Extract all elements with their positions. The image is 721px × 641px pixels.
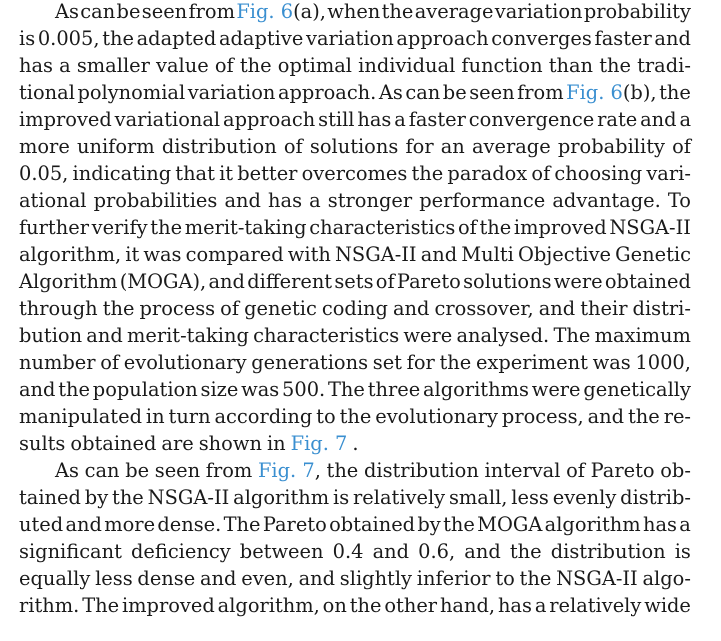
- word: evolutionary: [123, 351, 247, 374]
- word: overcomes: [301, 162, 408, 185]
- word: merit-taking: [126, 324, 249, 347]
- word: vari-: [646, 162, 691, 185]
- word: Algorithm: [19, 270, 118, 293]
- word: maximum: [594, 324, 691, 347]
- word: convergence: [468, 108, 595, 131]
- word: and: [587, 405, 625, 428]
- word: be: [125, 459, 150, 482]
- word: according: [214, 405, 313, 428]
- word: shown: [198, 432, 262, 455]
- word: generations: [251, 351, 369, 374]
- word: value: [156, 54, 209, 77]
- word: seen: [469, 81, 515, 104]
- word: Pareto: [396, 270, 461, 293]
- word: characteristics: [309, 216, 456, 239]
- text-line: [19, 484, 691, 511]
- word: algo-: [642, 567, 691, 590]
- word: average: [414, 0, 494, 23]
- word: indicating: [72, 162, 172, 185]
- word: the: [411, 162, 444, 185]
- text-line: [19, 106, 691, 133]
- word: were: [553, 270, 603, 293]
- word: NSGA-II: [147, 486, 230, 509]
- word: ational: [19, 189, 87, 212]
- word: MOGA: [477, 513, 543, 536]
- word: merit-taking: [184, 216, 307, 239]
- word: an: [440, 135, 465, 158]
- word: it: [125, 243, 140, 266]
- word: to: [316, 405, 336, 428]
- word: obtained: [329, 513, 416, 536]
- word-with-figure-reference: Fig. 7 .: [290, 432, 359, 455]
- word: more: [19, 135, 70, 158]
- word: a: [679, 513, 691, 536]
- figure-reference-link[interactable]: Fig. 7: [290, 432, 348, 455]
- text-line: [19, 187, 691, 214]
- word: solutions: [463, 270, 552, 293]
- word: for: [406, 351, 435, 374]
- word: 0.05,: [19, 162, 69, 185]
- word: of: [100, 351, 120, 374]
- word: wide: [644, 594, 691, 617]
- word: was: [241, 378, 280, 401]
- word: 0.4: [332, 540, 364, 563]
- text-line: [19, 133, 691, 160]
- word: tional: [19, 81, 75, 104]
- word: improved: [121, 594, 215, 617]
- word: The: [82, 594, 120, 617]
- word: size: [200, 378, 239, 401]
- word: seen: [141, 0, 188, 23]
- word: 0.6,: [418, 540, 456, 563]
- word: in: [145, 405, 165, 428]
- word: three: [367, 378, 421, 401]
- word: probability: [557, 135, 665, 158]
- word: a: [394, 108, 406, 131]
- text-line: [19, 376, 691, 403]
- word: through: [19, 297, 98, 320]
- word: from: [205, 459, 253, 482]
- word: ob-: [660, 459, 691, 482]
- word: approach.: [277, 81, 377, 104]
- text-line: [19, 403, 691, 430]
- word: the: [443, 513, 475, 536]
- word: population: [92, 378, 198, 401]
- word: of: [566, 459, 585, 482]
- word: tradi-: [637, 54, 691, 77]
- word: the: [102, 297, 135, 320]
- word: As: [378, 81, 403, 104]
- text-line: [19, 241, 691, 268]
- word: the: [381, 0, 414, 23]
- word: has: [268, 189, 303, 212]
- word: and: [208, 270, 245, 293]
- word: were: [531, 378, 581, 401]
- word: As: [55, 459, 79, 482]
- text-line: [55, 457, 691, 484]
- word: and: [654, 27, 691, 50]
- text-line: [19, 511, 691, 538]
- word: of: [672, 135, 691, 158]
- word: of: [214, 54, 234, 77]
- word: dense: [137, 567, 196, 590]
- word: is: [674, 540, 691, 563]
- word: of: [531, 162, 551, 185]
- word: the: [150, 216, 183, 239]
- word: manipulated: [19, 405, 142, 428]
- word: function: [461, 54, 543, 77]
- word: their: [580, 297, 628, 320]
- word: is: [19, 27, 36, 50]
- word: still: [318, 108, 355, 131]
- word: converges: [491, 27, 592, 50]
- word: than: [548, 54, 594, 77]
- word: variational: [114, 108, 221, 131]
- word: stronger: [327, 189, 413, 212]
- word: and: [86, 324, 123, 347]
- word: re-: [663, 405, 691, 428]
- word: experiment: [475, 351, 588, 374]
- text-line: [19, 268, 691, 295]
- word: uted: [19, 513, 64, 536]
- word: between: [239, 540, 324, 563]
- word: 0.005,: [37, 27, 100, 50]
- word: evolutionary: [375, 405, 498, 428]
- word: distribution: [161, 135, 277, 158]
- word: rithm.: [19, 594, 80, 617]
- word: the: [519, 567, 552, 590]
- word: equally: [19, 567, 91, 590]
- word: interval: [484, 459, 561, 482]
- word: improved: [513, 216, 607, 239]
- word: has: [19, 54, 53, 77]
- word: distribution: [363, 459, 479, 482]
- word: the: [509, 540, 542, 563]
- word: and: [420, 243, 458, 266]
- word: more: [104, 513, 156, 536]
- word: improved: [19, 108, 112, 131]
- word: on: [322, 594, 347, 617]
- word: better: [237, 162, 298, 185]
- word: a: [309, 189, 321, 212]
- word: probabilities: [93, 189, 218, 212]
- word: that: [175, 162, 215, 185]
- word: further: [19, 216, 89, 239]
- word: paradox: [447, 162, 528, 185]
- word-with-figure-reference: Fig. 6(b),: [566, 81, 657, 104]
- word: for: [405, 135, 434, 158]
- word: sets: [334, 270, 374, 293]
- word: algorithm,: [217, 594, 320, 617]
- word: small,: [448, 486, 508, 509]
- word: can: [84, 459, 120, 482]
- word: different: [247, 270, 333, 293]
- word: solutions: [309, 135, 399, 158]
- word: slightly: [339, 567, 413, 590]
- word: can: [80, 0, 116, 23]
- word: and: [393, 297, 430, 320]
- word: probability: [583, 0, 691, 23]
- word: the: [479, 216, 512, 239]
- word: Pareto: [262, 513, 327, 536]
- word: a: [59, 54, 71, 77]
- word: Pareto: [590, 459, 655, 482]
- word: deficiency: [131, 540, 231, 563]
- word: and: [200, 567, 237, 590]
- word: and: [298, 567, 336, 590]
- word: dense.: [157, 513, 222, 536]
- word: process: [139, 297, 216, 320]
- word: relatively: [353, 486, 446, 509]
- word: the: [112, 486, 144, 509]
- text-line: [19, 295, 691, 322]
- text-line: [19, 52, 691, 79]
- word: hand,: [439, 594, 496, 617]
- word: even,: [241, 567, 294, 590]
- word: obtained: [604, 270, 691, 293]
- word: NSGA-II: [556, 567, 638, 590]
- word: approach: [223, 108, 316, 131]
- word: algorithm: [544, 513, 641, 536]
- text-line: [19, 214, 691, 241]
- word: to: [495, 567, 515, 590]
- word: The: [553, 324, 591, 347]
- word: performance: [419, 189, 546, 212]
- word: a: [534, 594, 547, 617]
- word: be: [116, 0, 141, 23]
- word: seen: [154, 459, 201, 482]
- word: a: [679, 108, 691, 131]
- word: of: [220, 297, 240, 320]
- word: when: [327, 0, 381, 23]
- word: advantage.: [552, 189, 661, 212]
- word: the: [339, 405, 372, 428]
- word: choosing: [554, 162, 643, 185]
- text-line: [19, 79, 691, 106]
- word: compared: [185, 243, 284, 266]
- text-line: [19, 538, 691, 565]
- word: in: [266, 432, 286, 455]
- word: NSGA-II: [334, 243, 417, 266]
- text-line: [19, 565, 691, 592]
- text-line: [19, 322, 691, 349]
- word: crossover,: [434, 297, 534, 320]
- word: turn: [168, 405, 211, 428]
- word: The: [328, 378, 365, 401]
- word: As: [55, 0, 79, 23]
- word: variation: [305, 27, 394, 50]
- word: 500.: [282, 378, 326, 401]
- word: the: [239, 54, 272, 77]
- word: was: [143, 243, 182, 266]
- word: Objective: [517, 243, 612, 266]
- word: inferior: [416, 567, 491, 590]
- word: be: [442, 81, 467, 104]
- text-line: [19, 160, 691, 187]
- word: Multi: [461, 243, 514, 266]
- word: the: [599, 54, 631, 77]
- word: the: [659, 81, 691, 104]
- word: of: [457, 216, 477, 239]
- word: and: [464, 540, 501, 563]
- word: verify: [91, 216, 148, 239]
- word: average: [471, 135, 551, 158]
- word: (MOGA),: [119, 270, 207, 293]
- word: uniform: [76, 135, 155, 158]
- word: individual: [358, 54, 456, 77]
- word: and: [224, 189, 261, 212]
- word: and: [372, 540, 410, 563]
- word: algorithm: [233, 486, 330, 509]
- word: variation: [494, 0, 583, 23]
- word-with-figure-reference: Fig. 6(a),: [236, 0, 326, 23]
- word: Genetic: [615, 243, 691, 266]
- word: tained: [19, 486, 81, 509]
- word: by: [84, 486, 109, 509]
- word: To: [667, 189, 691, 212]
- word: genetic: [244, 297, 317, 320]
- text-line: [19, 592, 691, 619]
- word: bution: [19, 324, 83, 347]
- word: significant: [19, 540, 122, 563]
- word-with-figure-reference: Fig. 7,: [257, 459, 321, 482]
- word: optimal: [277, 54, 352, 77]
- word: has: [357, 108, 392, 131]
- word: number: [19, 351, 96, 374]
- word: was: [592, 351, 631, 374]
- word: has: [642, 513, 677, 536]
- text-line: [19, 349, 691, 376]
- word: by: [417, 513, 441, 536]
- word: The: [223, 513, 261, 536]
- word: of: [375, 270, 395, 293]
- word: less: [511, 486, 549, 509]
- text-line: [55, 0, 691, 25]
- word: is: [333, 486, 350, 509]
- word: genetically: [583, 378, 691, 401]
- word: the: [349, 594, 382, 617]
- word: algorithm,: [19, 243, 122, 266]
- word: obtained: [70, 432, 157, 455]
- figure-reference-link[interactable]: Fig. 6: [236, 0, 294, 23]
- word: it: [219, 162, 234, 185]
- word: evenly: [552, 486, 617, 509]
- word: other: [384, 594, 438, 617]
- word: faster: [408, 108, 466, 131]
- word: characteristics: [253, 324, 400, 347]
- text-line: [19, 430, 691, 457]
- word: analysed.: [456, 324, 550, 347]
- word: NSGA-II: [609, 216, 691, 239]
- word: distrib-: [620, 486, 691, 509]
- word: and: [19, 378, 56, 401]
- word: of: [283, 135, 303, 158]
- word: distri-: [632, 297, 691, 320]
- word: algorithms: [422, 378, 529, 401]
- word: from: [188, 0, 235, 23]
- word: with: [287, 243, 331, 266]
- word: set: [372, 351, 402, 374]
- word: has: [497, 594, 532, 617]
- word: adapted: [136, 27, 217, 50]
- word: can: [405, 81, 441, 104]
- word: distribution: [550, 540, 666, 563]
- word: from: [517, 81, 564, 104]
- figure-reference-link[interactable]: Fig. 7: [257, 459, 315, 482]
- word: polynomial: [77, 81, 186, 104]
- figure-reference-link[interactable]: Fig. 6: [566, 81, 623, 104]
- word: less: [95, 567, 133, 590]
- word: are: [161, 432, 194, 455]
- word: were: [403, 324, 453, 347]
- word: the: [439, 351, 472, 374]
- word: 1000,: [635, 351, 691, 374]
- word: the: [326, 459, 359, 482]
- word: rate: [597, 108, 638, 131]
- text-line: [19, 25, 691, 52]
- word: sults: [19, 432, 66, 455]
- word: the: [102, 27, 134, 50]
- word: variation: [187, 81, 276, 104]
- word: adaptive: [218, 27, 304, 50]
- word: the: [628, 405, 660, 428]
- word: process,: [501, 405, 584, 428]
- word: faster: [594, 27, 652, 50]
- word: and: [640, 108, 677, 131]
- word: relatively: [549, 594, 642, 617]
- word: the: [58, 378, 91, 401]
- word: and: [538, 297, 576, 320]
- word: smaller: [76, 54, 150, 77]
- word: and: [65, 513, 102, 536]
- word: approach: [396, 27, 489, 50]
- word: coding: [321, 297, 388, 320]
